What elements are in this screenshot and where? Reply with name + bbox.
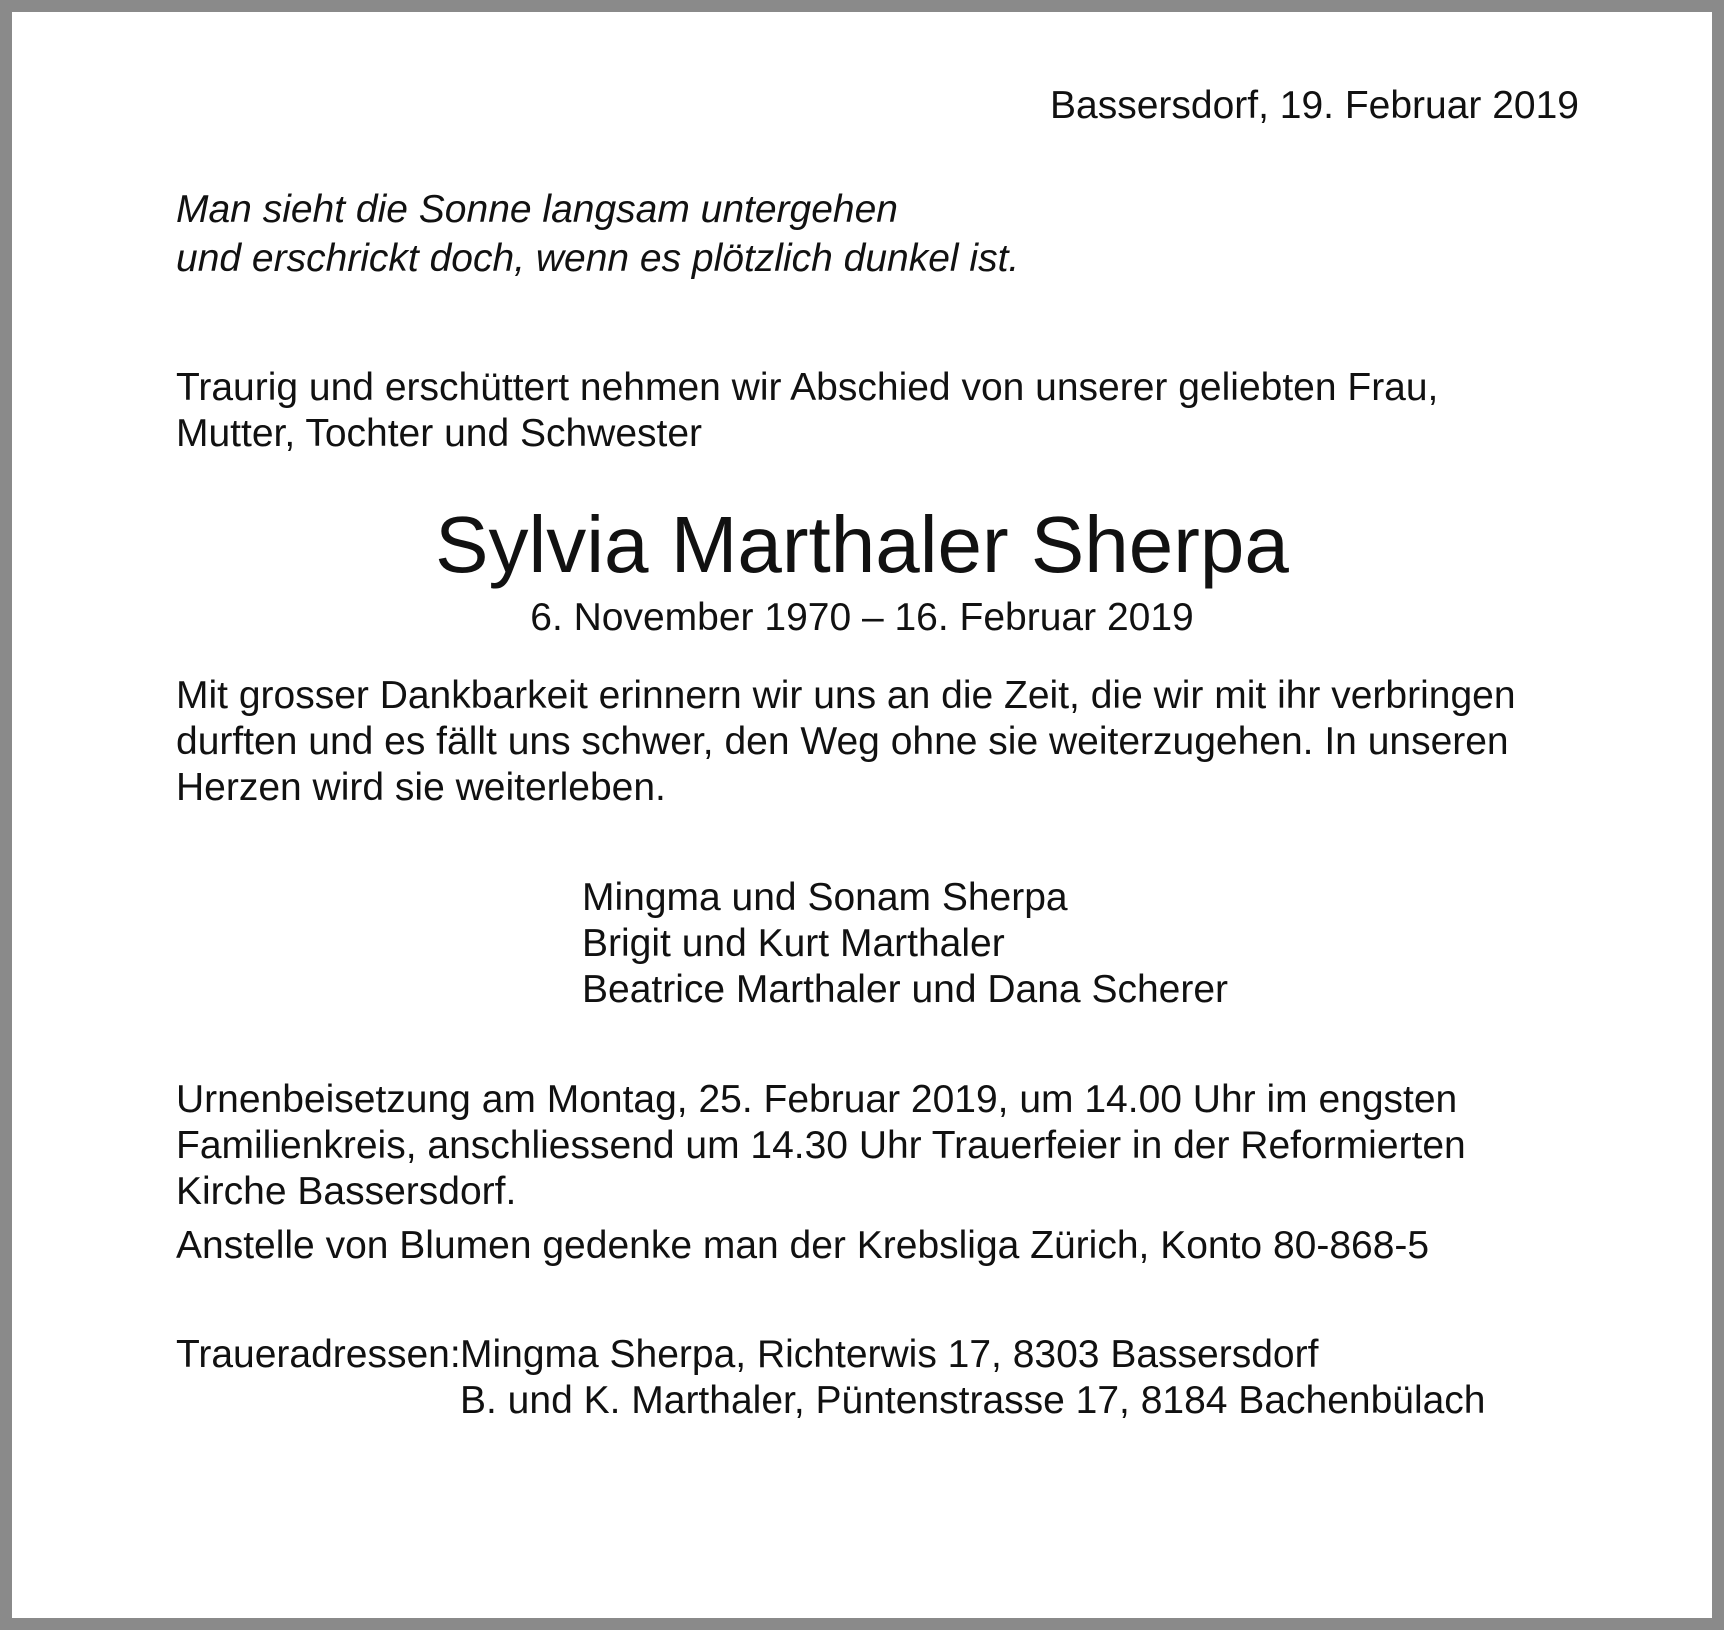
funeral-line-1: Urnenbeisetzung am Montag, 25. Februar 2019, um 14.00 Uhr im engsten <box>176 1078 1458 1121</box>
mourner-3: Beatrice Marthaler und Dana Scherer <box>582 968 1228 1011</box>
gratitude-line-2: durften und es fällt uns schwer, den Weg ohne sie weiterzugehen. In unseren <box>176 720 1509 763</box>
gratitude-line-3: Herzen wird sie weiterleben. <box>176 766 666 809</box>
mourner-1: Mingma und Sonam Sherpa <box>582 876 1068 919</box>
address-1: Mingma Sherpa, Richterwis 17, 8303 Bassersdorf <box>460 1333 1319 1376</box>
mourner-2: Brigit und Kurt Marthaler <box>582 922 1005 965</box>
intro-line-2: Mutter, Tochter und Schwester <box>176 412 703 455</box>
gratitude-line-1: Mit grosser Dankbarkeit erinnern wir uns an die Zeit, die wir mit ihr verbringen <box>176 674 1516 717</box>
donation-note: Anstelle von Blumen gedenke man der Krebsliga Zürich, Konto 80-868-5 <box>176 1224 1430 1267</box>
life-dates: 6. November 1970 – 16. Februar 2019 <box>530 596 1194 639</box>
funeral-line-2: Familienkreis, anschliessend um 14.30 Uhr Trauerfeier in der Reformierten <box>176 1124 1466 1167</box>
addresses-label: Traueradressen: <box>176 1333 461 1376</box>
obituary-notice <box>12 12 1712 1618</box>
motto-line-1: Man sieht die Sonne langsam untergehen <box>176 188 898 231</box>
place-date: Bassersdorf, 19. Februar 2019 <box>1050 84 1579 127</box>
address-2: B. und K. Marthaler, Püntenstrasse 17, 8184 Bachenbülach <box>460 1379 1486 1422</box>
intro-line-1: Traurig und erschüttert nehmen wir Abschied von unserer geliebten Frau, <box>176 366 1439 409</box>
deceased-name: Sylvia Marthaler Sherpa <box>435 500 1289 589</box>
funeral-line-3: Kirche Bassersdorf. <box>176 1170 517 1213</box>
motto-line-2: und erschrickt doch, wenn es plötzlich dunkel ist. <box>176 237 1020 280</box>
